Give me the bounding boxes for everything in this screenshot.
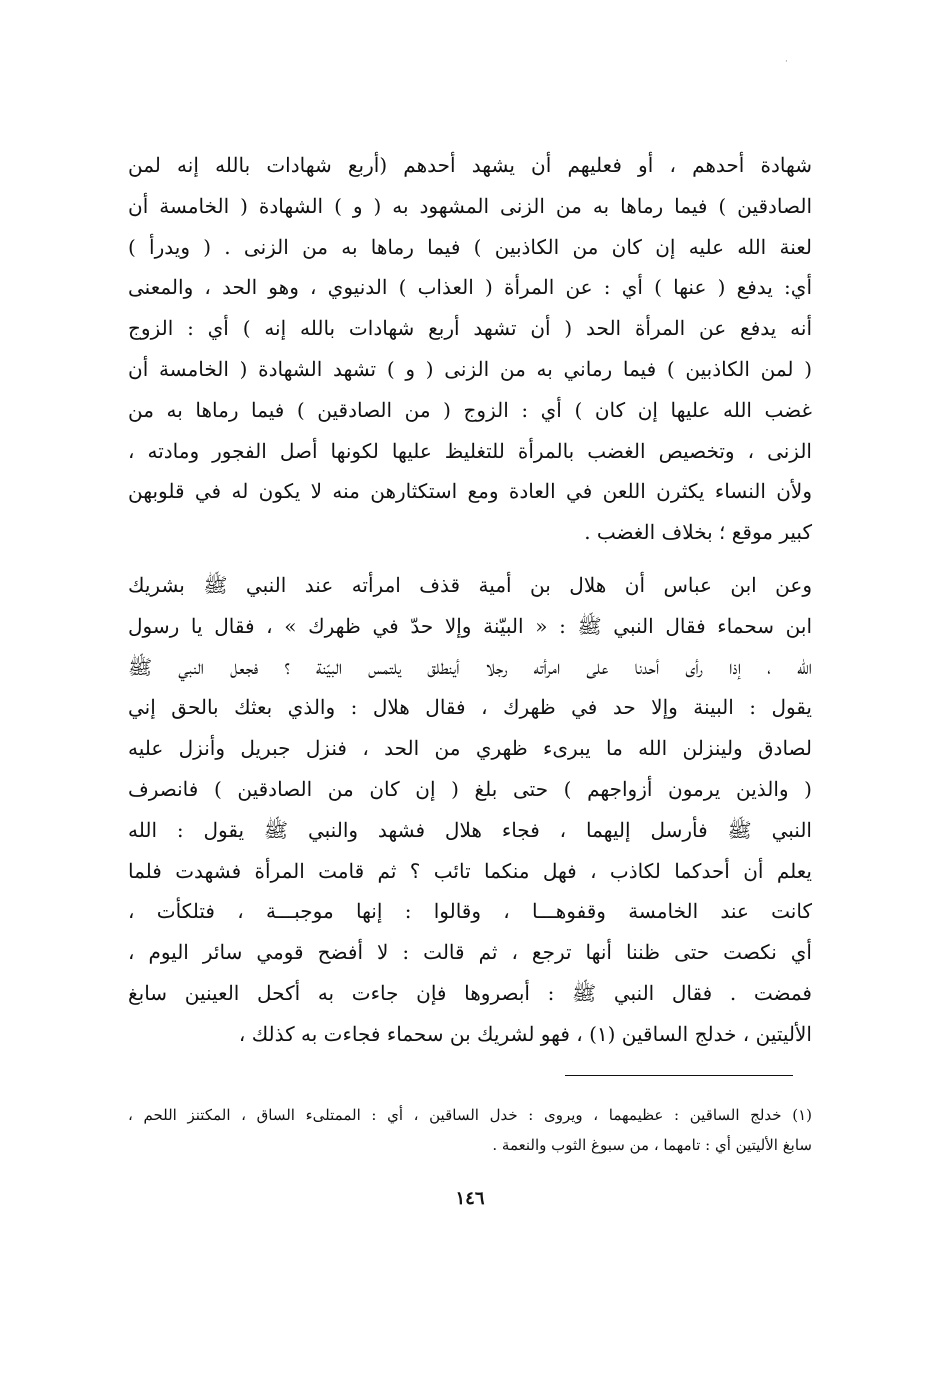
text-line: أي نكصت حتى ظننا أنها ترجع ، ثم قالت : لا أفضح قومي سائر اليوم ، — [128, 940, 812, 965]
text-line: النبي ﷺ فأرسل إليهما ، فجاء هلال فشهد والنبي ﷺ يقول : الله — [128, 817, 812, 842]
text-line: الصادقين ) فيما رماها به من الزنى المشهود به ( و ) الشهادة ( الخامسة أن — [128, 193, 812, 218]
text-line: غضب الله عليها إن كان ) أي : الزوج ( من الصادقين ) فيما رماها به من — [128, 397, 812, 422]
scan-mark: · — [785, 57, 788, 67]
body-paragraph-2 — [128, 565, 812, 1055]
text-line: يقول : البينة وإلا حد في ظهرك ، فقال هلال : والذي بعثك بالحق إني — [128, 695, 812, 720]
text-line: أي: يدفع ( عنها ) أي : عن المرأة ( العذاب ) الدنيوي ، وهو الحد ، والمعنى — [128, 275, 812, 300]
text-line: كبير موقع ؛ بخلاف الغضب . — [584, 520, 812, 545]
footnote-divider — [565, 1075, 793, 1076]
text-line: ابن سحماء فقال النبي ﷺ : « البيّنة وإلا حدّ في ظهرك » ، فقال يا رسول — [128, 613, 812, 638]
text-line: ( لمن الكاذبين ) فيما رماني به من الزنى ( و ) تشهد الشهادة ( الخامسة أن — [128, 356, 812, 381]
text-line: الأليتين ، خدلج الساقين (١) ، فهو لشريك بن سحماء فجاءت به كذلك ، — [238, 1021, 812, 1046]
page-number: ١٤٦ — [455, 1188, 485, 1209]
text-line: ولأن النساء يكثرن اللعن في العادة ومع استكثارهن منه لا يكون له في قلوبهن — [128, 479, 812, 504]
text-line: أنه يدفع عن المرأة الحد ( أن تشهد أربع شهادات بالله إنه ) أي : الزوج — [128, 316, 812, 341]
text-line: كانت عند الخامسة وقفوهـــا ، وقالوا : إنها موجبـــة ، فتلكأت ، — [128, 899, 812, 924]
body-paragraph-1 — [128, 145, 812, 553]
text-line: وعن ابن عباس أن هلال بن أمية قذف امرأته عند النبي ﷺ بشريك — [128, 573, 812, 597]
text-line: الزنى ، وتخصيص الغضب بالمرأة للتغليظ عليها لكونها أصل الفجور ومادته ، — [128, 438, 812, 463]
text-line: شهادة أحدهم ، أو فعليهم أن يشهد أحدهم (أربع شهادات بالله إنه لمن — [128, 153, 812, 177]
text-line: فمضت . فقال النبي ﷺ : أبصروها فإن جاءت به أكحل العينين سابغ — [128, 980, 812, 1005]
text-line: الله ، إذا رأى أحدنا على امرأته رجلا أينطلق يلتمس البيّنة ؟ فجعل النبي ﷺ — [128, 654, 812, 679]
footnote-line: سابغ الأليتين أي : تامهما ، من سبوغ الثوب والنعمة . — [492, 1136, 812, 1154]
text-line: يعلم أن أحدكما لكاذب ، فهل منكما تائب ؟ ثم قامت المرأة فشهدت فلما — [128, 858, 812, 883]
text-line: لصادق ولينزلن الله ما يبرىء ظهري من الحد ، فنزل جبريل وأنزل عليه — [128, 736, 812, 761]
text-line: ( والذين يرمون أزواجهم ) حتى بلغ ( إن كان من الصادقين ) فانصرف — [128, 776, 812, 801]
footnotes — [128, 1100, 812, 1160]
text-line: لعنة الله عليه إن كان من الكاذبين ) فيما رماها به من الزنى . ( ويدرأ ) — [128, 234, 812, 259]
footnote-line: (١) خدلج الساقين : عظيمهما ، ويروى : خدل الساقين ، أي : الممتلىء الساق ، المكتنز اللحم ، — [128, 1106, 812, 1124]
